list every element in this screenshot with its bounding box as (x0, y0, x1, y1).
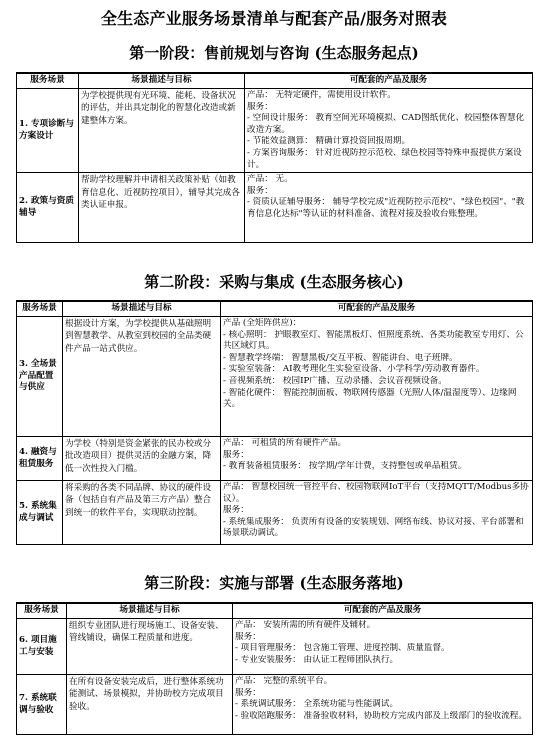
table-row (17, 437, 533, 481)
product-line: - 实验室装备： AI教考理化生实验室设备、小学科学/劳动教育器件。 (223, 364, 485, 375)
product-line: - 核心照明： 护眼教室灯、智能黑板灯、恒照度系统、各类功能教室专用灯、公共区域灯具。 (223, 329, 524, 352)
table-row (17, 89, 533, 173)
product-line: - 节能效益测算： 精确计算投资回报周期。 (247, 136, 411, 147)
table-row (17, 481, 533, 545)
products-cell (221, 481, 533, 545)
description-cell: 为学校提供现有光环境、能耗、设备状况的评估，并出具定制化的智慧化改造或新建整体方案。 (79, 89, 245, 173)
products-cell (245, 173, 533, 243)
product-line: - 智能化硬件： 智能控制面板、物联网传感器（光照/人体/温湿度等）、边缘网关。 (223, 387, 517, 410)
column-header-scene: 服务场景 (17, 603, 67, 619)
product-line: - 系统调试服务： 全系统功能与性能调试。 (235, 699, 399, 710)
table-row (17, 173, 533, 243)
scene-cell: 3. 全场景产品配置与供应 (17, 317, 63, 437)
product-line: - 方案咨询服务： 针对近视防控示范校、绿色校园等特殊申报提供方案设计。 (247, 147, 522, 170)
column-header-scene: 服务场景 (17, 73, 79, 89)
product-line: 服务： (235, 687, 261, 698)
column-header-products: 可配套的产品及服务 (245, 73, 533, 89)
column-header-products: 可配套的产品及服务 (221, 301, 533, 317)
table-row (17, 675, 533, 735)
column-header-scene: 服务场景 (17, 301, 63, 317)
scene-cell: 6. 项目施工与安装 (17, 619, 67, 675)
column-header-description: 场景描述与目标 (79, 73, 245, 89)
product-line: - 空间设计服务： 教育空间光环境模拟、CAD图纸优化、校园整体智慧化改造方案。 (247, 113, 525, 135)
scene-cell: 5. 系统集成与调试 (17, 481, 63, 545)
table-header-row (17, 301, 533, 317)
product-line: 服务： (247, 185, 273, 196)
document-title: 全生态产业服务场景清单与配套产品/服务对照表 (100, 9, 448, 28)
product-line: - 项目管理服务： 包含施工管理、进度控制、质量监督。 (235, 643, 450, 654)
description-cell: 为学校（特别是资金紧张的民办校或分批改造项目）提供灵活的金融方案，降低一次性投入门槛。 (63, 437, 221, 481)
stage-1-table (16, 72, 533, 243)
product-line: - 教育装备租赁服务： 按学期/学年计费，支持整包或单品租赁。 (223, 461, 467, 472)
product-line: 服务： (223, 505, 249, 516)
product-line: 服务： (223, 449, 249, 460)
product-line: 服务： (247, 101, 273, 112)
products-cell (233, 675, 533, 735)
product-line: - 专业安装服务： 由认证工程师团队执行。 (235, 654, 399, 665)
product-line: - 系统集成服务： 负责所有设备的安装规划、网络布线、协议对接、平台部署和场景联动调试。 (223, 516, 524, 539)
description-cell: 根据设计方案，为学校提供从基础照明到智慧教学、从教室到校园的全品类硬件产品一站式供应。 (63, 317, 221, 437)
products-cell (245, 89, 533, 173)
description-cell: 将采购的各类不同品牌、协议的硬件设备（包括自有产品及第三方产品）整合到统一的软件平台，实现联动控制。 (63, 481, 221, 545)
product-line: 产品： 完整的系统平台。 (235, 676, 333, 686)
stage-1-title: 第一阶段：售前规划与咨询 (生态服务起点) (129, 44, 419, 62)
column-header-description: 场景描述与目标 (67, 603, 233, 619)
products-cell (221, 437, 533, 481)
product-line: 产品： 无。 (247, 174, 293, 185)
product-line: 产品： 安装所需的所有硬件及辅材。 (235, 620, 376, 630)
products-cell (233, 619, 533, 675)
table-row (17, 317, 533, 437)
scene-cell: 1. 专项诊断与方案设计 (17, 89, 79, 173)
description-cell: 帮助学校理解并申请相关政策补贴（如教育信息化、近视防控项目），辅导其完成各类认证申报。 (79, 173, 245, 243)
table-row (17, 619, 533, 675)
product-line: 服务： (235, 631, 261, 642)
table-header-row (17, 603, 533, 619)
product-line: 产品： 可租赁的所有硬件产品。 (223, 438, 347, 448)
product-line: 产品： 智慧校园统一管控平台、校园物联网IoT平台（支持MQTT/Modbus多协议）。 (223, 482, 529, 504)
scene-cell: 2. 政策与资质辅导 (17, 173, 79, 243)
column-header-products: 可配套的产品及服务 (233, 603, 533, 619)
column-header-description: 场景描述与目标 (63, 301, 221, 317)
product-line: - 资质认证辅导服务： 辅导学校完成"近视防控示范校"、"绿色校园"、"教育信息化达标"等认证的材料准备、流程对接及验收台账整理。 (247, 197, 525, 219)
stage-3-title: 第三阶段：实施与部署 (生态服务落地) (144, 574, 404, 592)
product-line: - 智慧教学终端： 智慧黑板/交互平板、智能讲台、电子班牌。 (223, 352, 458, 363)
stage-2-table (16, 300, 533, 545)
stage-3-table (16, 602, 533, 735)
product-line: 产品： 无特定硬件，需使用设计软件。 (247, 90, 396, 100)
description-cell: 组织专业团队进行现场施工、设备安装、管线铺设，确保工程质量和进度。 (67, 619, 233, 675)
scene-cell: 4. 融资与租赁服务 (17, 437, 63, 481)
table-header-row (17, 73, 533, 89)
product-line: 产品 (全矩阵供应)： (223, 318, 302, 328)
products-cell (221, 317, 533, 437)
product-line: - 音视频系统： 校园IP广播、互动录播、会议音视频设备。 (223, 375, 447, 386)
description-cell: 在所有设备安装完成后，进行整体系统功能测试、场景模拟，并协助校方完成项目验收。 (67, 675, 233, 735)
product-line: - 验收陪跑服务： 准备验收材料，协助校方完成内部及上级部门的验收流程。 (235, 710, 527, 721)
scene-cell: 7. 系统联调与验收 (17, 675, 67, 735)
stage-2-title: 第二阶段：采购与集成 (生态服务核心) (144, 273, 404, 291)
